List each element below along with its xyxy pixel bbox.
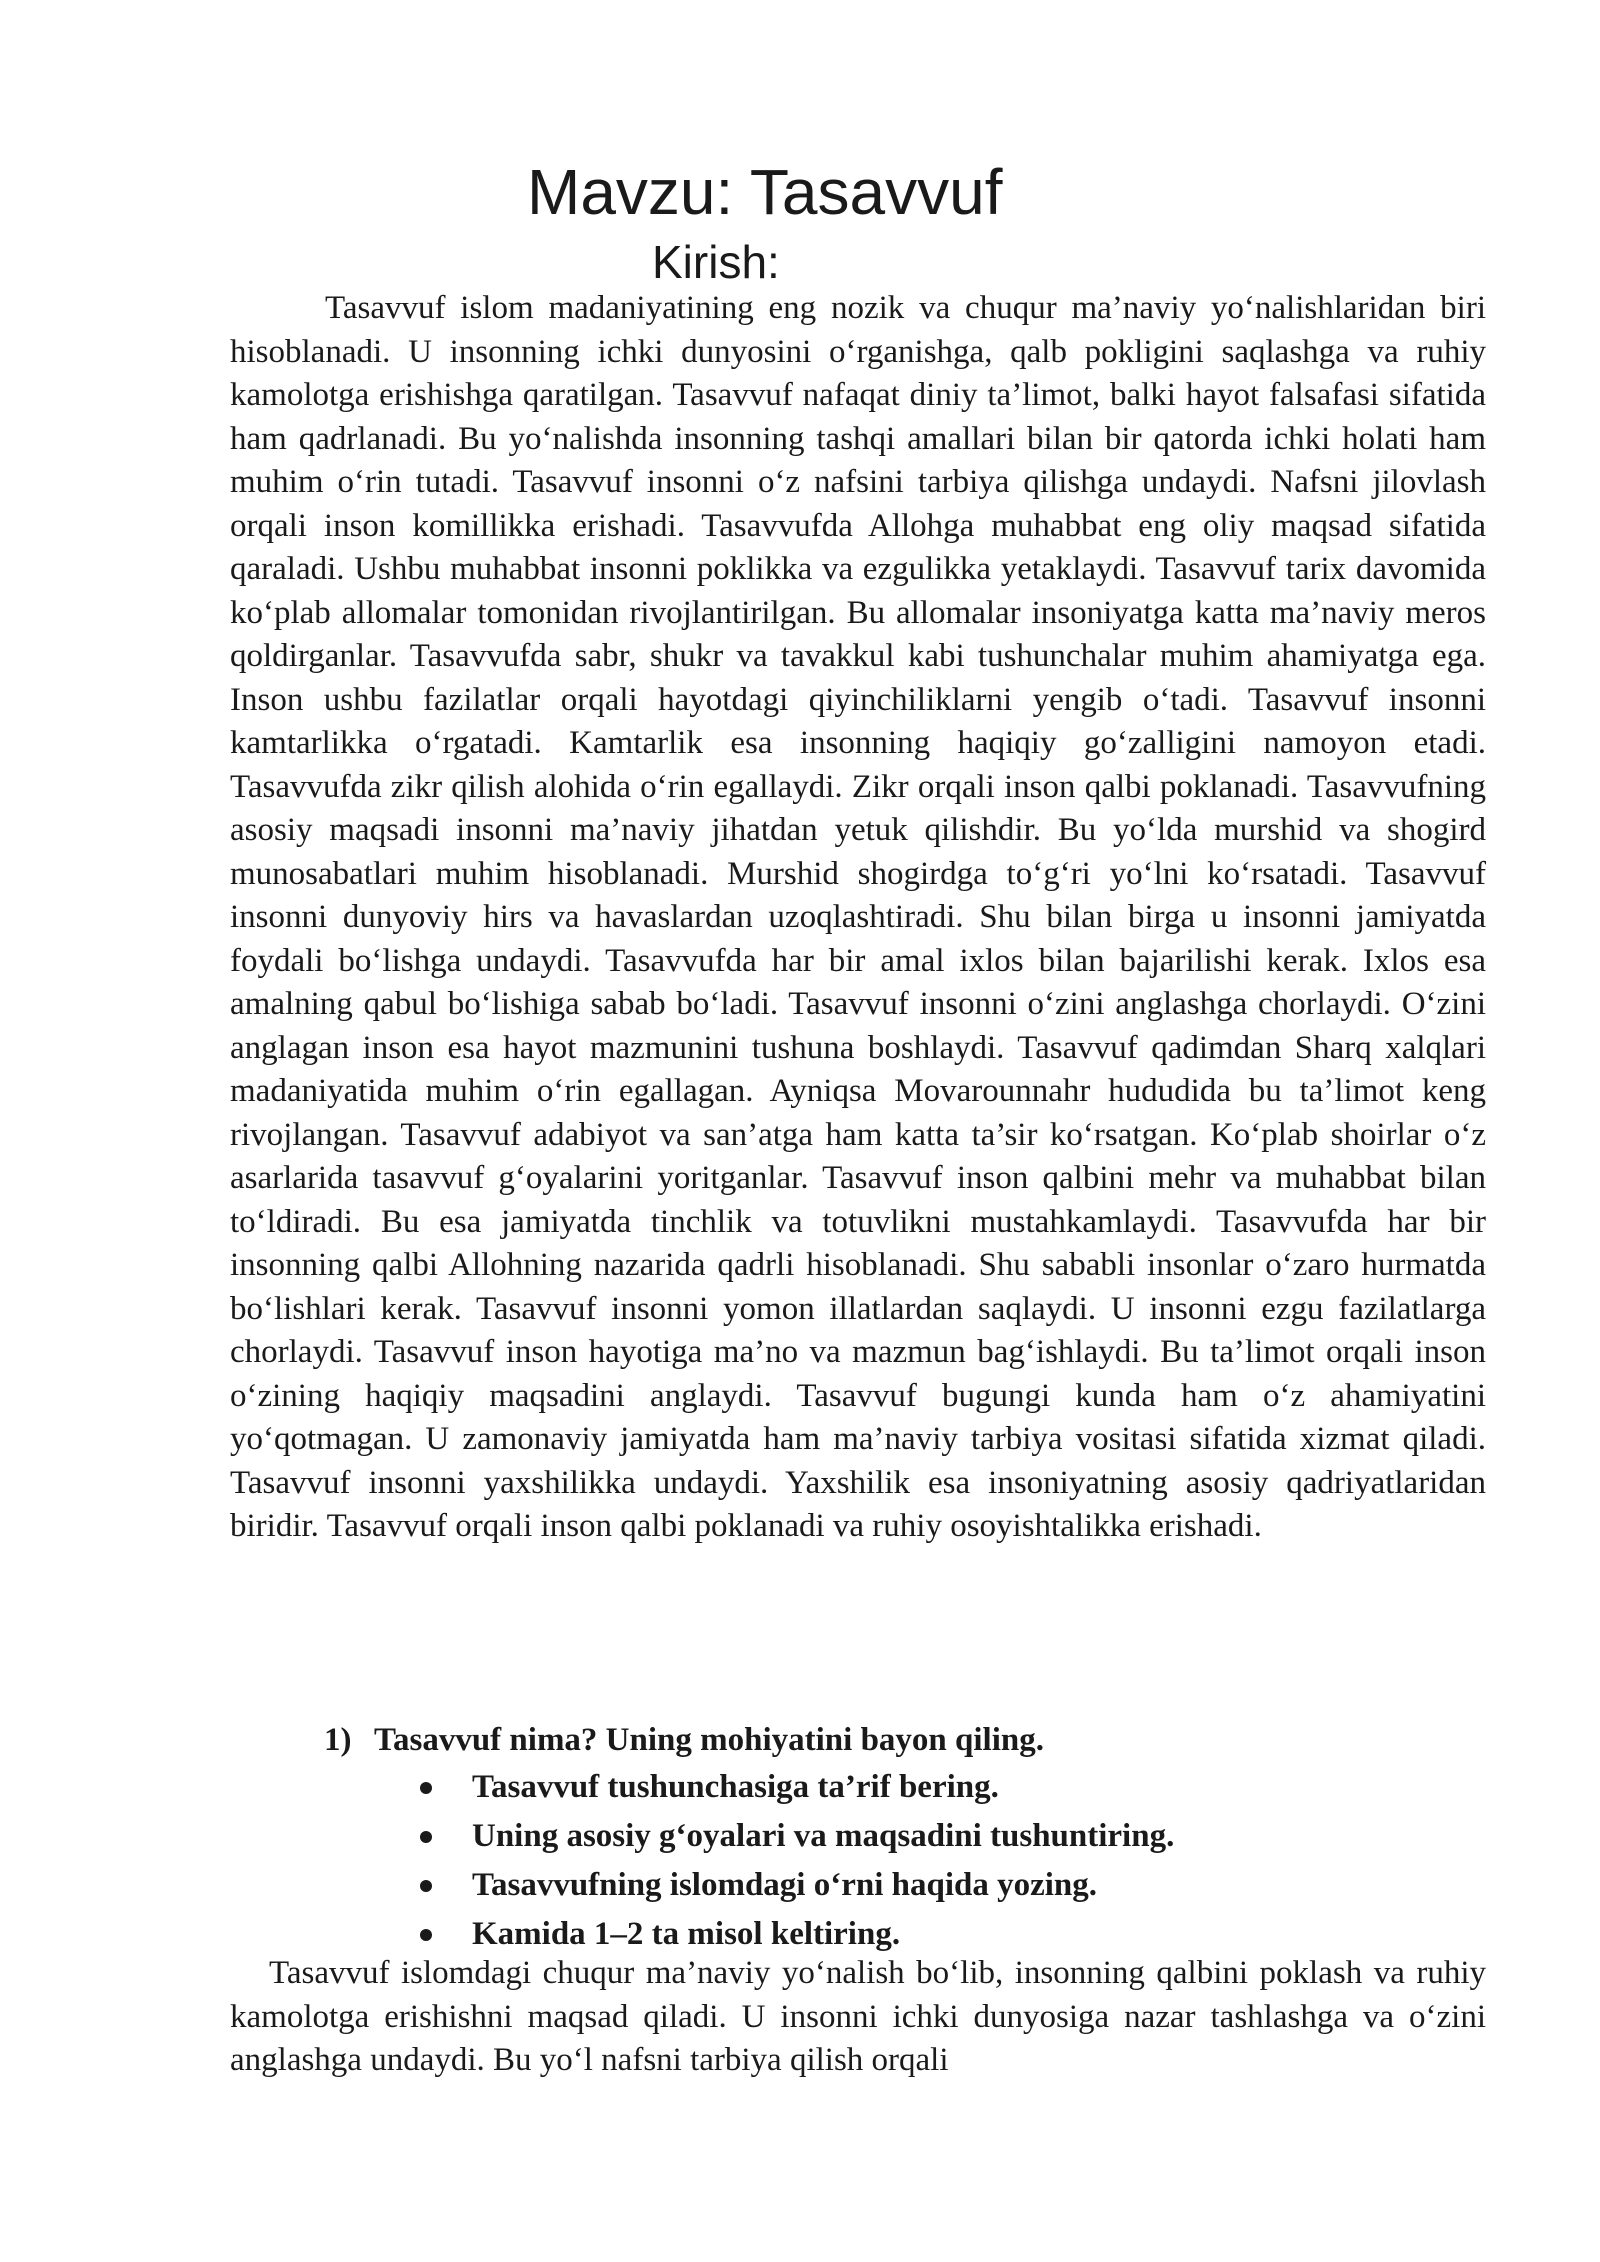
- question-number: 1): [324, 1722, 352, 1758]
- bullet-icon: [420, 1929, 432, 1941]
- task-text: Uning asosiy g‘oyalari va maqsadini tushuntiring.: [472, 1818, 1175, 1854]
- bullet-icon: [420, 1782, 432, 1794]
- answer-paragraph: Tasavvuf islomdagi chuqur ma’naviy yo‘nalish bo‘lib, insonning qalbini poklash va ruhiy kamolotga erishishni maqsad qiladi. U insonni ichki dunyosiga nazar tashlashga va o‘zini anglashga undaydi. Bu yo‘l nafsni tarbiya qilish orqali: [230, 1955, 1486, 2078]
- task-text: Tasavvuf tushunchasiga ta’rif bering.: [472, 1769, 999, 1805]
- question-heading: [324, 1719, 1044, 1763]
- section-heading: Kirish:: [652, 236, 780, 288]
- question-text: Tasavvuf nima? Uning mohiyatini bayon qiling.: [374, 1722, 1044, 1758]
- page-title: Mavzu: Tasavvuf: [527, 156, 1003, 228]
- list-item: [420, 1812, 1174, 1861]
- bullet-icon: [420, 1831, 432, 1843]
- list-item: [420, 1763, 1174, 1812]
- task-text: Tasavvufning islomdagi o‘rni haqida yozing.: [472, 1867, 1098, 1903]
- task-text: Kamida 1–2 ta misol keltiring.: [472, 1916, 901, 1952]
- bullet-icon: [420, 1880, 432, 1892]
- list-item: [420, 1861, 1174, 1910]
- intro-paragraph: Tasavvuf islom madaniyatining eng nozik va chuqur ma’naviy yo‘nalishlaridan biri hisoblanadi. U insonning ichki dunyosini o‘rganishga, qalb pokligini saqlashga va ruhiy kamolotga erishishga qaratilgan. Tasavvuf nafaqat diniy ta’limot, balki hayot falsafasi sifatida ham qadrlanadi. Bu yo‘nalishda insonning tashqi amallari bilan bir qatorda ichki holati ham muhim o‘rin tutadi. Tasavvuf insonni o‘z nafsini tarbiya qilishga undaydi. Nafsni jilovlash orqali inson komillikka erishadi. Tasavvufda Allohga muhabbat eng oliy maqsad sifatida qaraladi. Ushbu muhabbat insonni poklikka va ezgulikka yetaklaydi. Tasavvuf tarix davomida ko‘plab allomalar tomonidan rivojlantirilgan. Bu allomalar insoniyatga katta ma’naviy meros qoldirganlar. Tasavvufda sabr, shukr va tavakkul kabi tushunchalar muhim ahamiyatga ega. Inson ushbu fazilatlar orqali hayotdagi qiyinchiliklarni yengib o‘tadi. Tasavvuf insonni kamtarlikka o‘rgatadi. Kamtarlik esa insonning haqiqiy go‘zalligini namoyon etadi. Tasavvufda zikr qilish alohida o‘rin egallaydi. Zikr orqali inson qalbi poklanadi. Tasavvufning asosiy maqsadi insonni ma’naviy jihatdan yetuk qilishdir. Bu yo‘lda murshid va shogird munosabatlari muhim hisoblanadi. Murshid shogirdga to‘g‘ri yo‘lni ko‘rsatadi. Tasavvuf insonni dunyoviy hirs va havaslardan uzoqlashtiradi. Shu bilan birga u insonni jamiyatda foydali bo‘lishga undaydi. Tasavvufda har bir amal ixlos bilan bajarilishi kerak. Ixlos esa amalning qabul bo‘lishiga sabab bo‘ladi. Tasavvuf insonni o‘zini anglashga chorlaydi. O‘zini anglagan inson esa hayot mazmunini tushuna boshlaydi. Tasavvuf qadimdan Sharq xalqlari madaniyatida muhim o‘rin egallagan. Ayniqsa Movarounnahr hududida bu ta’limot keng rivojlangan. Tasavvuf adabiyot va san’atga ham katta ta’sir ko‘rsatgan. Ko‘plab shoirlar o‘z asarlarida tasavvuf g‘oyalarini yoritganlar. Tasavvuf inson qalbini mehr va muhabbat bilan to‘ldiradi. Bu esa jamiyatda tinchlik va totuvlikni mustahkamlaydi. Tasavvufda har bir insonning qalbi Allohning nazarida qadrli hisoblanadi. Shu sababli insonlar o‘zaro hurmatda bo‘lishlari kerak. Tasavvuf insonni yomon illatlardan saqlaydi. U insonni ezgu fazilatlarga chorlaydi. Tasavvuf inson hayotiga ma’no va mazmun bag‘ishlaydi. Bu ta’limot orqali inson o‘zining haqiqiy maqsadini anglaydi. Tasavvuf bugungi kunda ham o‘z ahamiyatini yo‘qotmagan. U zamonaviy jamiyatda ham ma’naviy tarbiya vositasi sifatida xizmat qiladi. Tasavvuf insonni yaxshilikka undaydi. Yaxshilik esa insoniyatning asosiy qadriyatlaridan biridir. Tasavvuf orqali inson qalbi poklanadi va ruhiy osoyishtalikka erishadi.: [230, 290, 1486, 1544]
- task-list: [420, 1763, 1174, 1959]
